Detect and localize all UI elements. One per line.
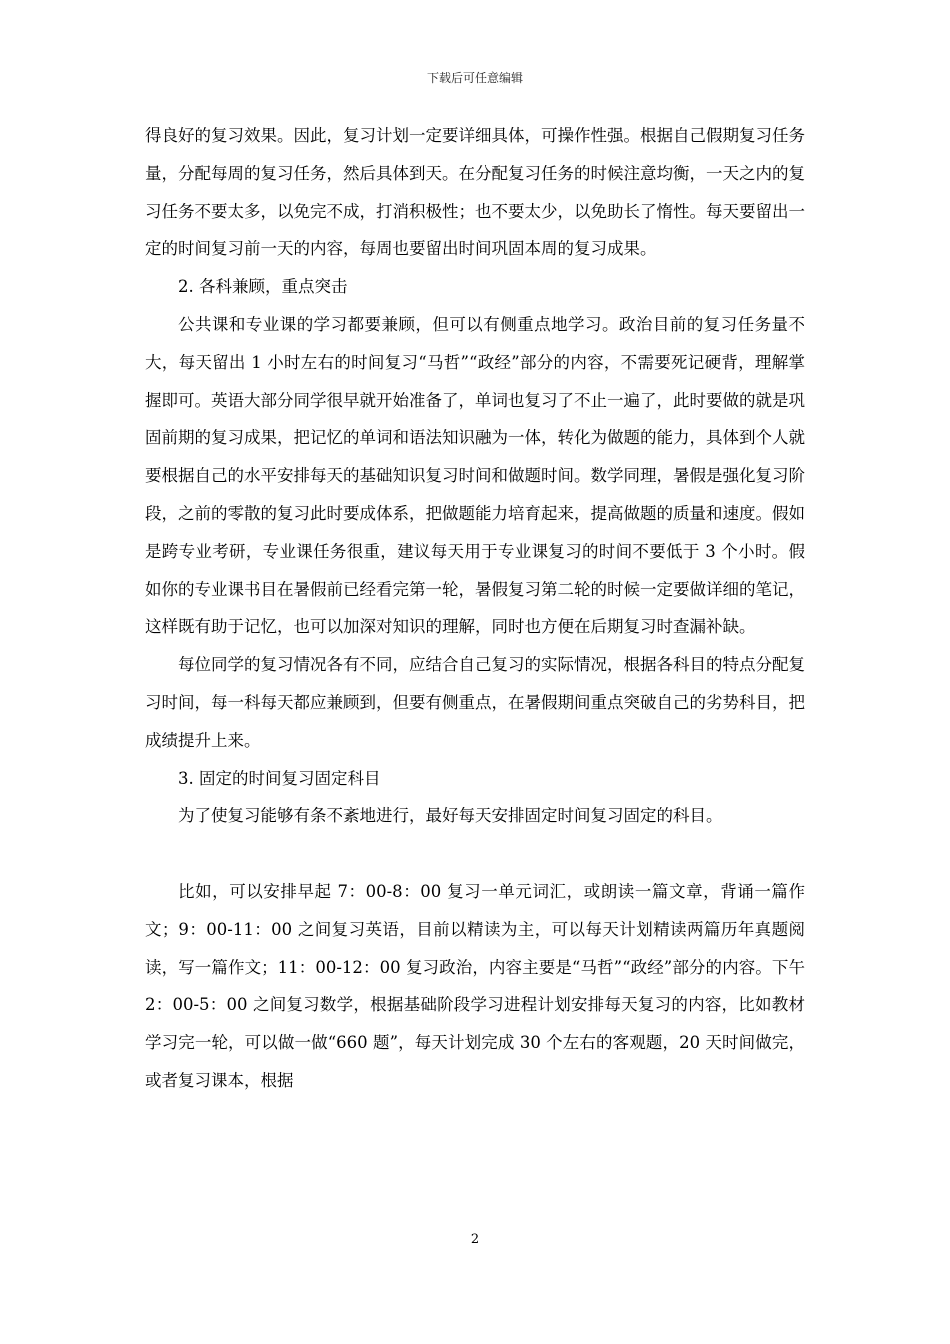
paragraph-continued: 得良好的复习效果。因此，复习计划一定要详细具体，可操作性强。根据自己假期复习任务量，分配每周的复习任务，然后具体到天。在分配复习任务的时候注意均衡，一天之内的复习任务不要太多，以免完不成，打消积极性；也不要太少，以免助长了惰性。每天要留出一定的时间复习前一天的内容，每周也要留出时间巩固本周的复习成果。 bbox=[145, 126, 805, 259]
page-header: 下载后可任意编辑 bbox=[426, 71, 523, 85]
paragraph: 比如，可以安排早起 7：00-8：00 复习一单元词汇，或朗读一篇文章，背诵一篇作文；9：00-11：00 之间复习英语，目前以精读为主，可以每天计划精读两篇历年真题阅读，写一篇作文；11：00-12：00 复习政治，内容主要是“马哲”“政经”部分的内容。下午 2：00-5：00 之间复习数学，根据基础阶段学习进程计划安排每天复习的内容，比如教材学习完一轮，可以做一做“660 题”，每天计划完成 30 个左右的客观题，20 天时间做完，或者复习课本，根据 bbox=[145, 881, 805, 1090]
page-number: 2 bbox=[470, 1232, 480, 1247]
paragraph: 为了使复习能够有条不紊地进行，最好每天安排固定时间复习固定的科目。 bbox=[178, 806, 723, 826]
document-body bbox=[145, 117, 805, 1100]
section-heading-2: 2. 各科兼顾，重点突击 bbox=[178, 277, 348, 297]
section-heading-3: 3. 固定的时间复习固定科目 bbox=[178, 768, 381, 788]
paragraph: 每位同学的复习情况各有不同，应结合自己复习的实际情况，根据各科目的特点分配复习时间，每一科每天都应兼顾到，但要有侧重点，在暑假期间重点突破自己的劣势科目，把成绩提升上来。 bbox=[145, 655, 805, 750]
paragraph: 公共课和专业课的学习都要兼顾，但可以有侧重点地学习。政治目前的复习任务量不大，每天留出 1 小时左右的时间复习“马哲”“政经”部分的内容，不需要死记硬背，理解掌握即可。英语大部分同学很早就开始准备了，单词也复习了不止一遍了，此时要做的就是巩固前期的复习成果，把记忆的单词和语法知识融为一体，转化为做题的能力，具体到个人就要根据自己的水平安排每天的基础知识复习时间和做题时间。数学同理，暑假是强化复习阶段，之前的零散的复习此时要成体系，把做题能力培育起来，提高做题的质量和速度。假如是跨专业考研，专业课任务很重，建议每天用于专业课复习的时间不要低于 3 个小时。假如你的专业课书目在暑假前已经看完第一轮，暑假复习第二轮的时候一定要做详细的笔记，这样既有助于记忆，也可以加深对知识的理解，同时也方便在后期复习时查漏补缺。 bbox=[145, 314, 805, 637]
